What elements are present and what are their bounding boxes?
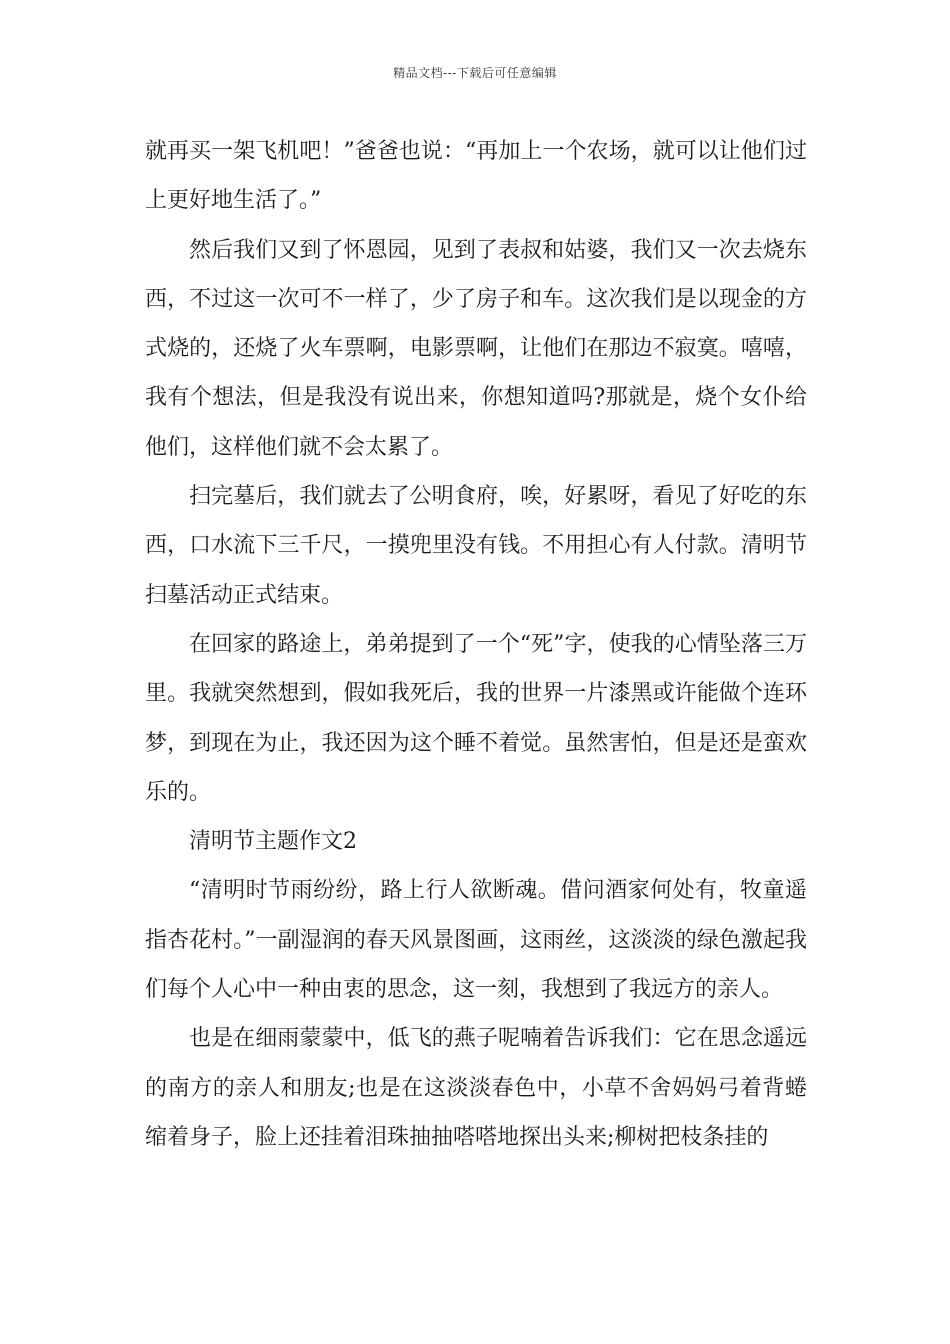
section-title: 清明节主题作文2 <box>189 829 357 855</box>
paragraph-5: “清明时节雨纷纷，路上行人欲断魂。借问酒家何处有，牧童遥指杏花村。”一副湿润的春天风景图画，这雨丝，这淡淡的绿色激起我们每个人心中一种由衷的思念，这一刻，我想到了我远方的亲人。 <box>145 878 807 1003</box>
paragraph-2: 然后我们又到了怀恩园，见到了表叔和姑婆，我们又一次去烧东西，不过这一次可不一样了，少了房子和车。这次我们是以现金的方式烧的，还烧了火车票啊，电影票啊，让他们在那边不寂寞。嘻嘻，我有个想法，但是我没有说出来，你想知道吗?那就是，烧个女仆给他们，这样他们就不会太累了。 <box>145 237 807 460</box>
paragraph-6: 也是在细雨蒙蒙中，低飞的燕子呢喃着告诉我们：它在思念遥远的南方的亲人和朋友;也是在这淡淡春色中，小草不舍妈妈弓着背蜷缩着身子，脸上还挂着泪珠抽抽嗒嗒地探出头来;柳树把枝条挂的 <box>145 1026 807 1150</box>
paragraph-3: 扫完墓后，我们就去了公明食府，唉，好累呀，看见了好吃的东西，口水流下三千尺，一摸兜里没有钱。不用担心有人付款。清明节扫墓活动正式结束。 <box>145 484 807 608</box>
paragraph-1: 就再买一架飞机吧！”爸爸也说：“再加上一个农场，就可以让他们过上更好地生活了。” <box>145 139 807 214</box>
document-body <box>145 127 807 1162</box>
page-header: 精品文档---下载后可任意编辑 <box>393 66 557 80</box>
paragraph-4: 在回家的路途上，弟弟提到了一个“死”字，使我的心情坠落三万里。我就突然想到，假如我死后，我的世界一片漆黑或许能做个连环梦，到现在为止，我还因为这个睡不着觉。虽然害怕，但是还是蛮欢乐的。 <box>145 631 807 805</box>
